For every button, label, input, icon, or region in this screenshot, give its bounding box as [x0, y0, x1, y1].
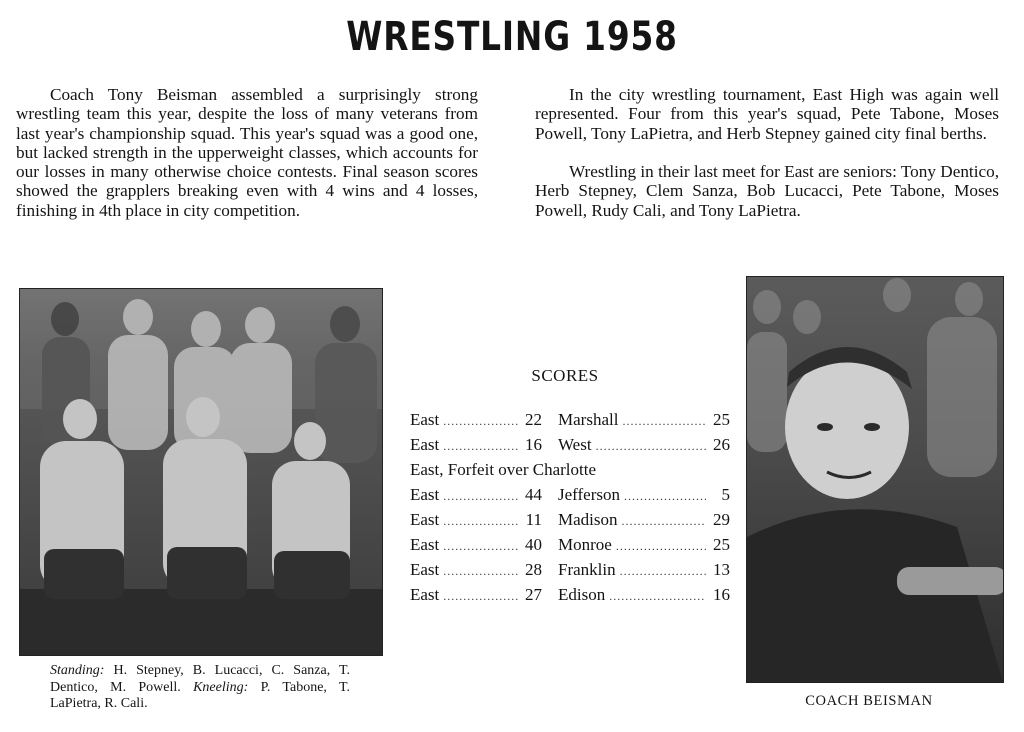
opponent-score: 16	[713, 585, 730, 604]
scores-table	[410, 410, 730, 610]
opponent-name: Franklin	[558, 560, 616, 579]
coach-photo	[746, 276, 1004, 683]
team-photo-figures	[20, 289, 382, 655]
standing-label: Standing:	[50, 663, 105, 678]
team-score: 44	[525, 485, 542, 504]
score-row	[410, 410, 730, 435]
kneeling-label: Kneeling:	[193, 679, 249, 695]
team-score: 22	[525, 410, 542, 429]
opponent-score: 26	[713, 435, 730, 454]
team-score: 16	[525, 435, 542, 454]
page-title: WRESTLING 1958	[346, 14, 678, 60]
team-score: 11	[525, 510, 542, 529]
opponent-score: 5	[721, 485, 730, 504]
intro-paragraph: Coach Tony Beisman assembled a surprisingly strong wrestling team this year, despite the loss of many veterans from last year's championship squad. This year's squad was a good one, but lacked strength in the upperweight classes, which accounts for our losses in many otherwise choice contests. Final season scores showed the grapplers breaking even with 4 wins and 4 losses, finishing in 4th place in city competition.	[16, 85, 478, 220]
team-photo-caption	[50, 663, 350, 713]
team-photo	[19, 288, 383, 656]
opponent-score: 29	[713, 510, 730, 529]
opponent-name: Monroe	[558, 535, 612, 554]
scores-heading: SCORES	[531, 366, 599, 385]
team-name: East	[410, 410, 440, 429]
team-name: East	[410, 585, 440, 604]
opponent-score: 25	[713, 535, 730, 554]
coach-photo-figures	[747, 277, 1003, 682]
score-row	[410, 585, 730, 610]
tournament-paragraph: In the city wrestling tournament, East High was again well represented. Four from this year's squad, Pete Tabone, Moses Powell, Tony LaPietra, and Herb Stepney gained city final berths.	[535, 85, 999, 143]
team-score: 40	[525, 535, 542, 554]
score-row	[410, 535, 730, 560]
team-name: East	[410, 510, 440, 529]
team-name: East	[410, 535, 440, 554]
team-score: 27	[525, 585, 542, 604]
forfeit-text: East, Forfeit over Charlotte	[410, 460, 597, 479]
team-name: East	[410, 485, 440, 504]
score-row	[410, 485, 730, 510]
seniors-paragraph: Wrestling in their last meet for East are seniors: Tony Dentico, Herb Stepney, Clem Sanza, Bob Lucacci, Pete Tabone, Moses Powell, Rudy Cali, and Tony LaPietra.	[535, 162, 999, 220]
opponent-name: Madison	[558, 510, 618, 529]
opponent-name: Edison	[558, 585, 606, 604]
standing-names: H. Stepney, B. Lucacci, C. Sanza, T. Dentico, M. Powell.	[50, 663, 351, 695]
kneeling-names: P. Tabone, T. LaPietra, R. Cali.	[50, 679, 350, 711]
opponent-name: West	[558, 435, 592, 454]
team-name: East	[410, 560, 440, 579]
opponent-score: 25	[713, 410, 730, 429]
score-row	[410, 560, 730, 585]
team-name: East	[410, 435, 440, 454]
coach-photo-caption: COACH BEISMAN	[805, 693, 933, 709]
opponent-score: 13	[713, 560, 730, 579]
opponent-name: Marshall	[558, 410, 619, 429]
score-row	[410, 510, 730, 535]
score-row	[410, 435, 730, 460]
team-score: 28	[525, 560, 542, 579]
opponent-name: Jefferson	[558, 485, 620, 504]
score-row-forfeit	[410, 460, 730, 485]
